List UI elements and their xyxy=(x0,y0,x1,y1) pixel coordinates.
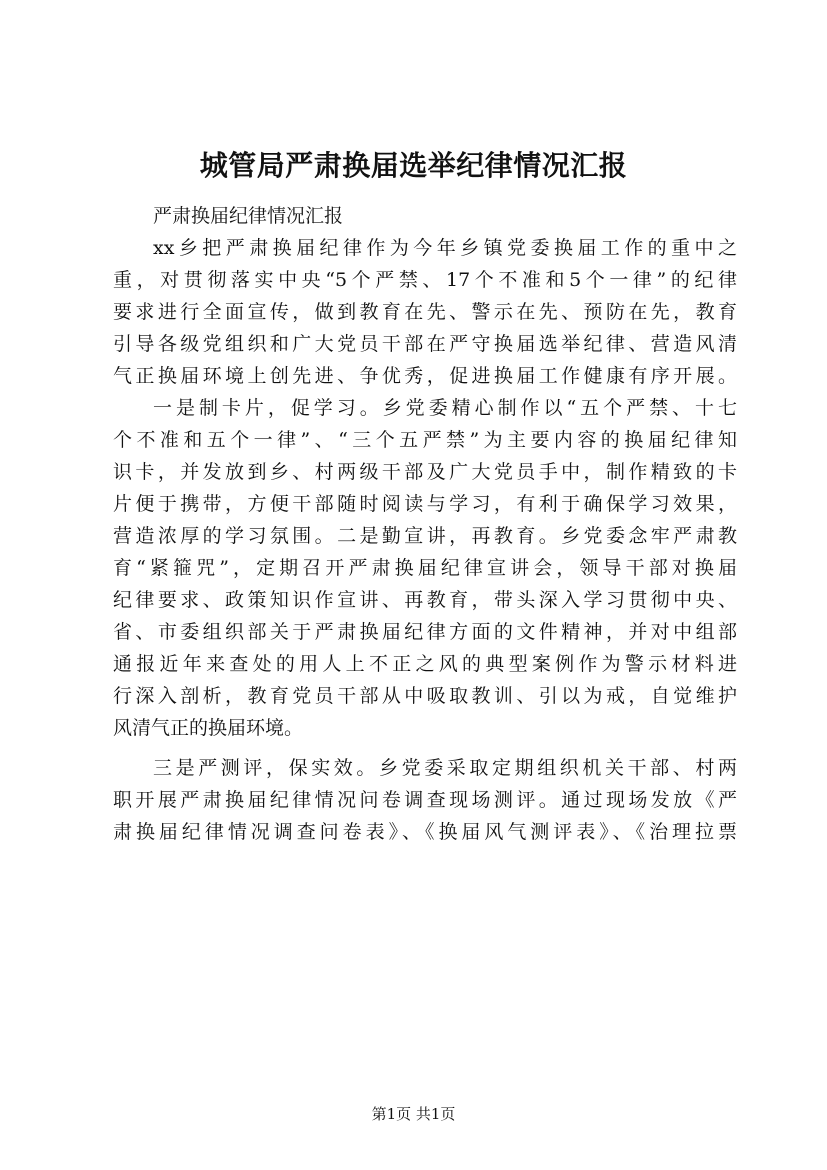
paragraph-line: 纪律要求、政策知识作宣讲、再教育，带头深入学习贯彻中央、 xyxy=(113,589,737,611)
paragraph-line: 引导各级党组织和广大党员干部在严守换届选举纪律、营造风清 xyxy=(113,333,737,355)
paragraph-line: 要求进行全面宣传，做到教育在先、警示在先、预防在先，教育 xyxy=(113,301,737,323)
page-number: 第1页 共1页 xyxy=(371,1105,456,1123)
subtitle-line: 严肃换届纪律情况汇报 xyxy=(153,205,344,227)
paragraph-line: 职开展严肃换届纪律情况问卷调查现场测评。通过现场发放《严 xyxy=(113,789,737,811)
paragraph-line: 风清气正的换届环境。 xyxy=(113,717,304,739)
paragraph-line: 一是制卡片，促学习。乡党委精心制作以“五个严禁、十七 xyxy=(153,397,737,419)
paragraph-gap xyxy=(113,744,737,752)
document-title: 城管局严肃换届选举纪律情况汇报 xyxy=(199,149,628,182)
paragraph-line: 省、市委组织部关于严肃换届纪律方面的文件精神，并对中组部 xyxy=(113,621,737,643)
paragraph-line: 个不准和五个一律”、“三个五严禁”为主要内容的换届纪律知 xyxy=(113,429,737,451)
paragraph-line: 重，对贯彻落实中央“5个严禁、17个不准和5个一律”的纪律 xyxy=(113,269,737,291)
paragraph-line: 识卡，并发放到乡、村两级干部及广大党员手中，制作精致的卡 xyxy=(113,461,737,483)
paragraph-line: 气正换届环境上创先进、争优秀，促进换届工作健康有序开展。 xyxy=(113,365,737,387)
paragraph-line: 肃换届纪律情况调查问卷表》、《换届风气测评表》、《治理拉票 xyxy=(113,821,737,843)
document-body xyxy=(113,200,737,848)
paragraph-line: 育“紧箍咒”，定期召开严肃换届纪律宣讲会，领导干部对换届 xyxy=(113,557,737,579)
paragraph-line: xx乡把严肃换届纪律作为今年乡镇党委换届工作的重中之 xyxy=(153,237,737,259)
paragraph-line: 片便于携带，方便干部随时阅读与学习，有利于确保学习效果， xyxy=(113,493,737,515)
paragraph-line: 通报近年来查处的用人上不正之风的典型案例作为警示材料进 xyxy=(113,653,737,675)
paragraph-line: 行深入剖析，教育党员干部从中吸取教训、引以为戒，自觉维护 xyxy=(113,685,737,707)
paragraph-line: 三是严测评，保实效。乡党委采取定期组织机关干部、村两 xyxy=(153,757,737,779)
paragraph-line: 营造浓厚的学习氛围。二是勤宣讲，再教育。乡党委念牢严肃教 xyxy=(113,525,737,547)
